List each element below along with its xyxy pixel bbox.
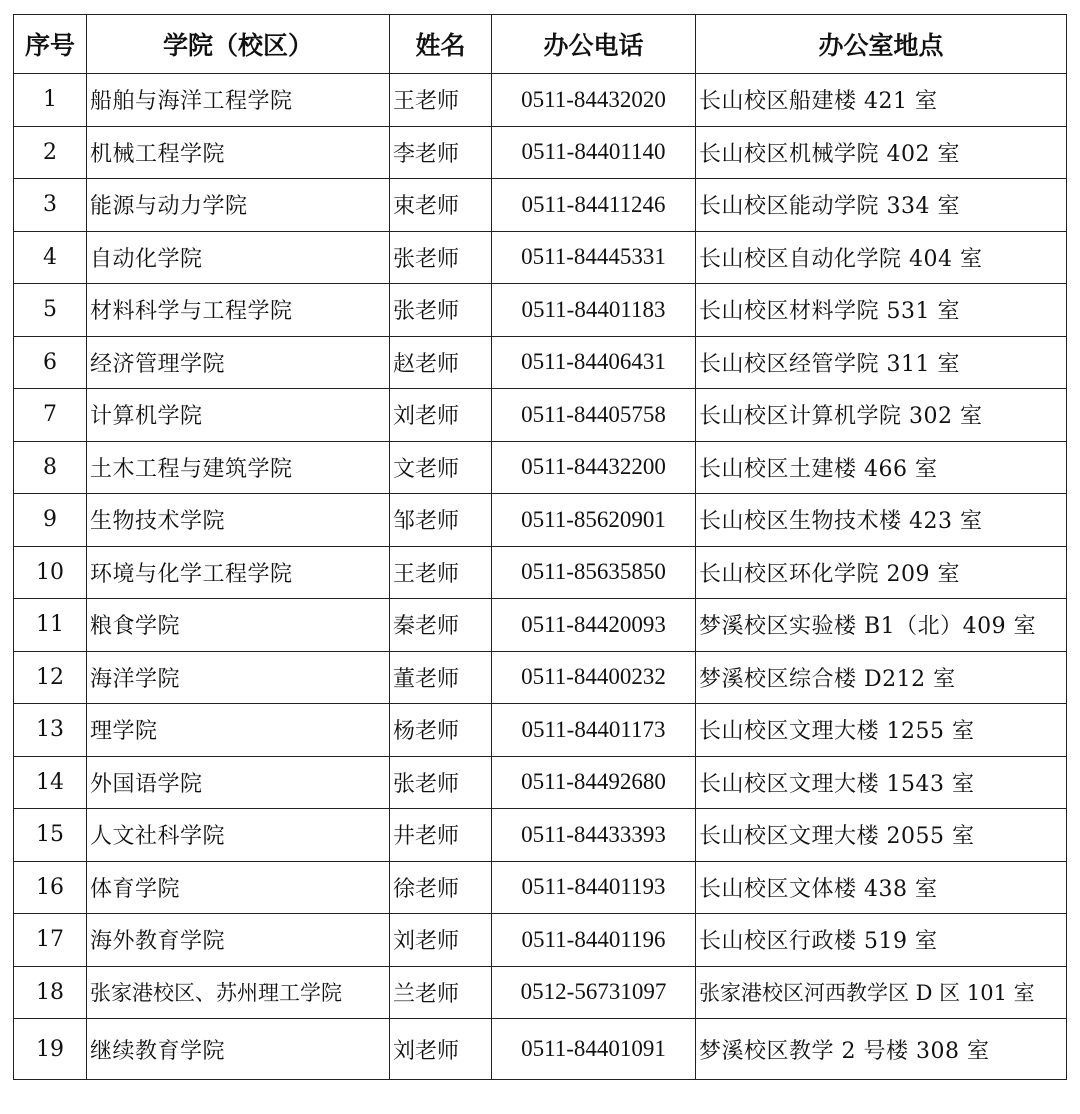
cell-no: 2 bbox=[14, 126, 87, 179]
cell-office: 长山校区文理大楼 1543 室 bbox=[696, 756, 1067, 809]
table-row bbox=[14, 494, 1067, 547]
table-row bbox=[14, 336, 1067, 389]
cell-name: 兰老师 bbox=[390, 966, 492, 1019]
cell-no: 1 bbox=[14, 74, 87, 127]
cell-college: 船舶与海洋工程学院 bbox=[87, 74, 390, 127]
cell-name: 束老师 bbox=[390, 179, 492, 232]
table-row bbox=[14, 966, 1067, 1019]
cell-no: 6 bbox=[14, 336, 87, 389]
header-name: 姓名 bbox=[390, 15, 492, 74]
cell-no: 9 bbox=[14, 494, 87, 547]
table-row bbox=[14, 704, 1067, 757]
cell-name: 张老师 bbox=[390, 231, 492, 284]
cell-name: 李老师 bbox=[390, 126, 492, 179]
cell-name: 秦老师 bbox=[390, 599, 492, 652]
cell-phone: 0512-56731097 bbox=[492, 966, 696, 1019]
cell-office: 梦溪校区教学 2 号楼 308 室 bbox=[696, 1019, 1067, 1080]
cell-office: 长山校区机械学院 402 室 bbox=[696, 126, 1067, 179]
header-office: 办公室地点 bbox=[696, 15, 1067, 74]
table-row bbox=[14, 809, 1067, 862]
cell-phone: 0511-84411246 bbox=[492, 179, 696, 232]
table-row bbox=[14, 284, 1067, 337]
cell-phone: 0511-85635850 bbox=[492, 546, 696, 599]
cell-college: 张家港校区、苏州理工学院 bbox=[87, 966, 390, 1019]
cell-name: 董老师 bbox=[390, 651, 492, 704]
cell-college: 经济管理学院 bbox=[87, 336, 390, 389]
cell-no: 18 bbox=[14, 966, 87, 1019]
cell-name: 井老师 bbox=[390, 809, 492, 862]
cell-no: 5 bbox=[14, 284, 87, 337]
table-row bbox=[14, 546, 1067, 599]
cell-name: 张老师 bbox=[390, 284, 492, 337]
table-row bbox=[14, 441, 1067, 494]
cell-no: 4 bbox=[14, 231, 87, 284]
cell-college: 理学院 bbox=[87, 704, 390, 757]
cell-college: 外国语学院 bbox=[87, 756, 390, 809]
cell-office: 长山校区计算机学院 302 室 bbox=[696, 389, 1067, 442]
cell-office: 长山校区船建楼 421 室 bbox=[696, 74, 1067, 127]
cell-office: 长山校区文体楼 438 室 bbox=[696, 861, 1067, 914]
table-row bbox=[14, 1019, 1067, 1080]
cell-office: 长山校区土建楼 466 室 bbox=[696, 441, 1067, 494]
header-college: 学院（校区） bbox=[87, 15, 390, 74]
cell-office: 长山校区能动学院 334 室 bbox=[696, 179, 1067, 232]
cell-phone: 0511-84405758 bbox=[492, 389, 696, 442]
cell-phone: 0511-84420093 bbox=[492, 599, 696, 652]
cell-office: 长山校区文理大楼 2055 室 bbox=[696, 809, 1067, 862]
table-row bbox=[14, 756, 1067, 809]
cell-college: 能源与动力学院 bbox=[87, 179, 390, 232]
table-row bbox=[14, 389, 1067, 442]
cell-phone: 0511-84432200 bbox=[492, 441, 696, 494]
cell-no: 19 bbox=[14, 1019, 87, 1080]
cell-office: 梦溪校区综合楼 D212 室 bbox=[696, 651, 1067, 704]
cell-college: 自动化学院 bbox=[87, 231, 390, 284]
cell-phone: 0511-84401140 bbox=[492, 126, 696, 179]
header-phone: 办公电话 bbox=[492, 15, 696, 74]
cell-name: 刘老师 bbox=[390, 389, 492, 442]
cell-office: 长山校区文理大楼 1255 室 bbox=[696, 704, 1067, 757]
cell-phone: 0511-85620901 bbox=[492, 494, 696, 547]
cell-phone: 0511-84432020 bbox=[492, 74, 696, 127]
cell-name: 刘老师 bbox=[390, 914, 492, 967]
cell-office: 梦溪校区实验楼 B1（北）409 室 bbox=[696, 599, 1067, 652]
table-row bbox=[14, 861, 1067, 914]
header-row bbox=[14, 15, 1067, 74]
cell-college: 粮食学院 bbox=[87, 599, 390, 652]
cell-phone: 0511-84400232 bbox=[492, 651, 696, 704]
cell-no: 7 bbox=[14, 389, 87, 442]
cell-college: 体育学院 bbox=[87, 861, 390, 914]
cell-no: 15 bbox=[14, 809, 87, 862]
cell-office: 长山校区行政楼 519 室 bbox=[696, 914, 1067, 967]
cell-college: 人文社科学院 bbox=[87, 809, 390, 862]
cell-name: 赵老师 bbox=[390, 336, 492, 389]
cell-phone: 0511-84433393 bbox=[492, 809, 696, 862]
cell-college: 机械工程学院 bbox=[87, 126, 390, 179]
cell-office: 长山校区经管学院 311 室 bbox=[696, 336, 1067, 389]
table-row bbox=[14, 231, 1067, 284]
cell-no: 10 bbox=[14, 546, 87, 599]
cell-phone: 0511-84401193 bbox=[492, 861, 696, 914]
cell-phone: 0511-84401183 bbox=[492, 284, 696, 337]
contact-table bbox=[13, 14, 1067, 1080]
cell-name: 张老师 bbox=[390, 756, 492, 809]
cell-phone: 0511-84445331 bbox=[492, 231, 696, 284]
cell-name: 邹老师 bbox=[390, 494, 492, 547]
cell-phone: 0511-84401091 bbox=[492, 1019, 696, 1080]
cell-office: 张家港校区河西教学区 D 区 101 室 bbox=[696, 966, 1067, 1019]
cell-phone: 0511-84401173 bbox=[492, 704, 696, 757]
cell-name: 刘老师 bbox=[390, 1019, 492, 1080]
cell-no: 13 bbox=[14, 704, 87, 757]
cell-no: 17 bbox=[14, 914, 87, 967]
cell-phone: 0511-84401196 bbox=[492, 914, 696, 967]
cell-college: 生物技术学院 bbox=[87, 494, 390, 547]
cell-college: 海洋学院 bbox=[87, 651, 390, 704]
table-row bbox=[14, 74, 1067, 127]
cell-office: 长山校区环化学院 209 室 bbox=[696, 546, 1067, 599]
cell-name: 徐老师 bbox=[390, 861, 492, 914]
cell-college: 环境与化学工程学院 bbox=[87, 546, 390, 599]
cell-no: 14 bbox=[14, 756, 87, 809]
cell-office: 长山校区材料学院 531 室 bbox=[696, 284, 1067, 337]
table-row bbox=[14, 651, 1067, 704]
cell-college: 土木工程与建筑学院 bbox=[87, 441, 390, 494]
cell-no: 16 bbox=[14, 861, 87, 914]
table-row bbox=[14, 914, 1067, 967]
cell-name: 王老师 bbox=[390, 546, 492, 599]
cell-phone: 0511-84406431 bbox=[492, 336, 696, 389]
cell-college: 计算机学院 bbox=[87, 389, 390, 442]
cell-office: 长山校区自动化学院 404 室 bbox=[696, 231, 1067, 284]
cell-college: 继续教育学院 bbox=[87, 1019, 390, 1080]
cell-office: 长山校区生物技术楼 423 室 bbox=[696, 494, 1067, 547]
cell-no: 11 bbox=[14, 599, 87, 652]
cell-college: 海外教育学院 bbox=[87, 914, 390, 967]
header-no: 序号 bbox=[14, 15, 87, 74]
cell-college: 材料科学与工程学院 bbox=[87, 284, 390, 337]
cell-no: 3 bbox=[14, 179, 87, 232]
table-body bbox=[14, 74, 1067, 1080]
cell-name: 王老师 bbox=[390, 74, 492, 127]
cell-name: 杨老师 bbox=[390, 704, 492, 757]
cell-name: 文老师 bbox=[390, 441, 492, 494]
cell-no: 8 bbox=[14, 441, 87, 494]
cell-no: 12 bbox=[14, 651, 87, 704]
table-row bbox=[14, 179, 1067, 232]
table-row bbox=[14, 126, 1067, 179]
table-row bbox=[14, 599, 1067, 652]
cell-phone: 0511-84492680 bbox=[492, 756, 696, 809]
